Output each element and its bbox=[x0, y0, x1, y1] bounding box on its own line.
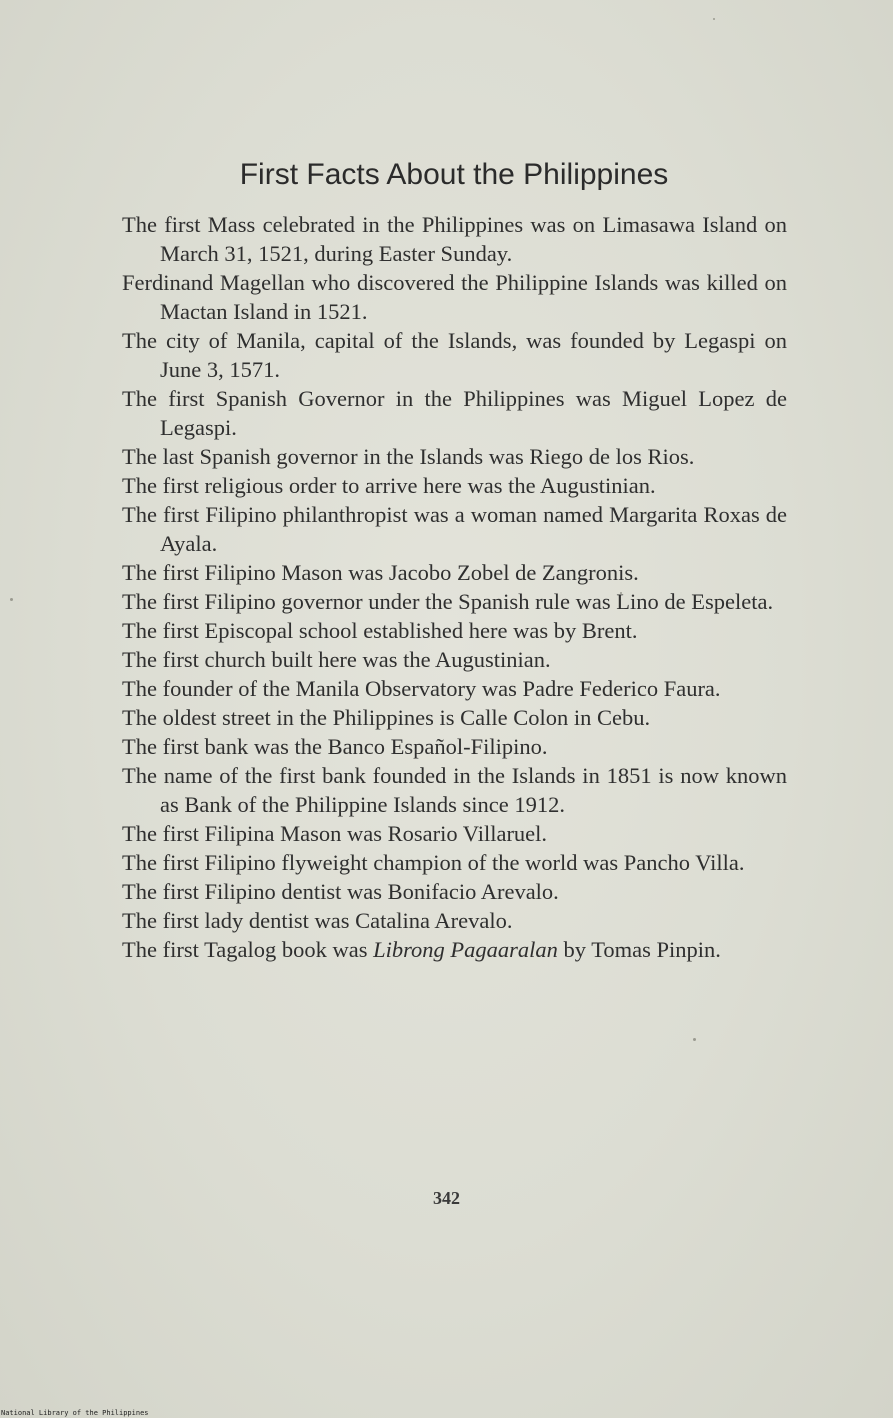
library-credit: National Library of the Philippines bbox=[1, 1409, 149, 1417]
book-title: Librong Pagaaralan bbox=[373, 937, 558, 962]
fact-item: The first Filipino flyweight champion of the world was Pancho Villa. bbox=[122, 850, 745, 875]
fact-item: The first Episcopal school established here was by Brent. bbox=[122, 618, 638, 643]
fact-item: The first religious order to arrive here was the Augustinian. bbox=[122, 473, 656, 498]
fact-item: The first Filipina Mason was Rosario Villaruel. bbox=[122, 821, 548, 846]
fact-text-after: by Tomas Pinpin. bbox=[557, 937, 721, 962]
fact-item: The first Mass celebrated in the Philippines was on Limasawa Island on March 31, 1521, during Easter Sunday. bbox=[122, 212, 787, 266]
fact-text-before: The first Tagalog book was bbox=[122, 937, 374, 962]
fact-item: The first church built here was the Augustinian. bbox=[122, 647, 551, 672]
fact-item: Ferdinand Magellan who discovered the Philippine Islands was killed on Mactan Island in 1521. bbox=[122, 270, 787, 324]
page-title: First Facts About the Philippines bbox=[239, 158, 669, 191]
fact-item: The last Spanish governor in the Islands was Riego de los Rios. bbox=[122, 444, 695, 469]
fact-item: The city of Manila, capital of the Islands, was founded by Legaspi on June 3, 1571. bbox=[122, 328, 787, 382]
fact-item: The first Spanish Governor in the Philippines was Miguel Lopez de Legaspi. bbox=[122, 386, 787, 440]
fact-item: The first bank was the Banco Español-Filipino. bbox=[122, 734, 548, 759]
paper-speck bbox=[693, 1038, 696, 1041]
fact-item: The first Filipino philanthropist was a woman named Margarita Roxas de Ayala. bbox=[122, 502, 787, 556]
fact-item: The founder of the Manila Observatory was Padre Federico Faura. bbox=[122, 676, 721, 701]
fact-item bbox=[122, 935, 787, 964]
fact-item: The name of the first bank founded in the Islands in 1851 is now known as Bank of the Philippine Islands since 1912. bbox=[122, 763, 787, 817]
fact-item: The oldest street in the Philippines is Calle Colon in Cebu. bbox=[122, 705, 651, 730]
fact-item: The first Filipino Mason was Jacobo Zobel de Zangronis. bbox=[122, 560, 639, 585]
facts-list bbox=[122, 210, 787, 964]
page-number: 342 bbox=[433, 1188, 460, 1208]
fact-item: The first Filipino governor under the Spanish rule was Lino de Espeleta. bbox=[122, 589, 774, 614]
paper-speck bbox=[10, 598, 13, 601]
fact-item: The first lady dentist was Catalina Arevalo. bbox=[122, 908, 513, 933]
paper-speck bbox=[713, 18, 715, 20]
fact-item: The first Filipino dentist was Bonifacio Arevalo. bbox=[122, 879, 559, 904]
